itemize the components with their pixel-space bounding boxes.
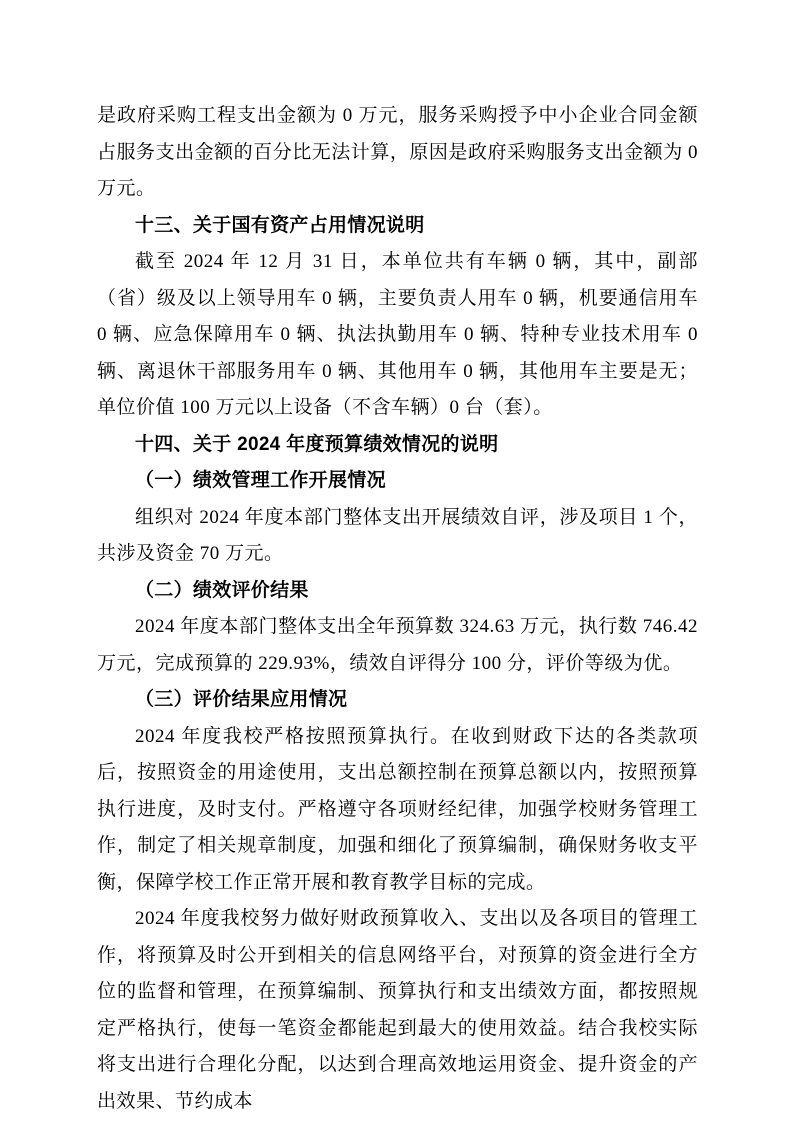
heading-section-14: 十四、关于 2024 年度预算绩效情况的说明 — [135, 433, 499, 455]
subheading-14-2: （二）绩效评价结果 — [135, 579, 309, 601]
document-body — [97, 98, 698, 1120]
subheading-14-3: （三）评价结果应用情况 — [135, 689, 348, 710]
paragraph-evaluation-result: 2024 年度本部门整体支出全年预算数 324.63 万元，执行数 746.42 万元，完成预算的 229.93%，绩效自评得分 100 分，评价等级为优。 — [97, 616, 698, 674]
paragraph-procurement: 是政府采购工程支出金额为 0 万元，服务采购授予中小企业合同金额占服务支出金额的百分比无法计算，原因是政府采购服务支出金额为 0 万元。 — [97, 105, 698, 199]
paragraph-assets: 截至 2024 年 12 月 31 日，本单位共有车辆 0 辆，其中，副部（省）级及以上领导用车 0 辆，主要负责人用车 0 辆，机要通信用车 0 辆、应急保障用车 0 辆、执法执勤用车 0 辆、特种专业技术用车 0 辆、离退休干部服务用车 0 辆、其他用车 0 辆，其他用车主要是无；单位价值 100 万元以上设备（不含车辆）0 台（套）。 — [97, 251, 698, 418]
paragraph-application-1: 2024 年度我校严格按照预算执行。在收到财政下达的各类款项后，按照资金的用途使用，支出总额控制在预算总额以内，按照预算执行进度，及时支付。严格遵守各项财经纪律，加强学校财务管理工作，制定了相关规章制度，加强和细化了预算编制，确保财务收支平衡，保障学校工作正常开展和教育教学目标的完成。 — [97, 725, 698, 893]
paragraph-self-evaluation: 组织对 2024 年度本部门整体支出开展绩效自评，涉及项目 1 个，共涉及资金 70 万元。 — [97, 506, 698, 564]
heading-section-13: 十三、关于国有资产占用情况说明 — [135, 214, 425, 236]
subheading-14-1: （一）绩效管理工作开展情况 — [135, 470, 386, 491]
paragraph-application-2: 2024 年度我校努力做好财政预算收入、支出以及各项目的管理工作，将预算及时公开到相关的信息网络平台，对预算的资金进行全方位的监督和管理，在预算编制、预算执行和支出绩效方面，都按照规定严格执行，使每一笔资金都能起到最大的使用效益。结合我校实际将支出进行合理化分配，以达到合理高效地运用资金、提升资金的产出效果、节约成本 — [97, 908, 698, 1112]
